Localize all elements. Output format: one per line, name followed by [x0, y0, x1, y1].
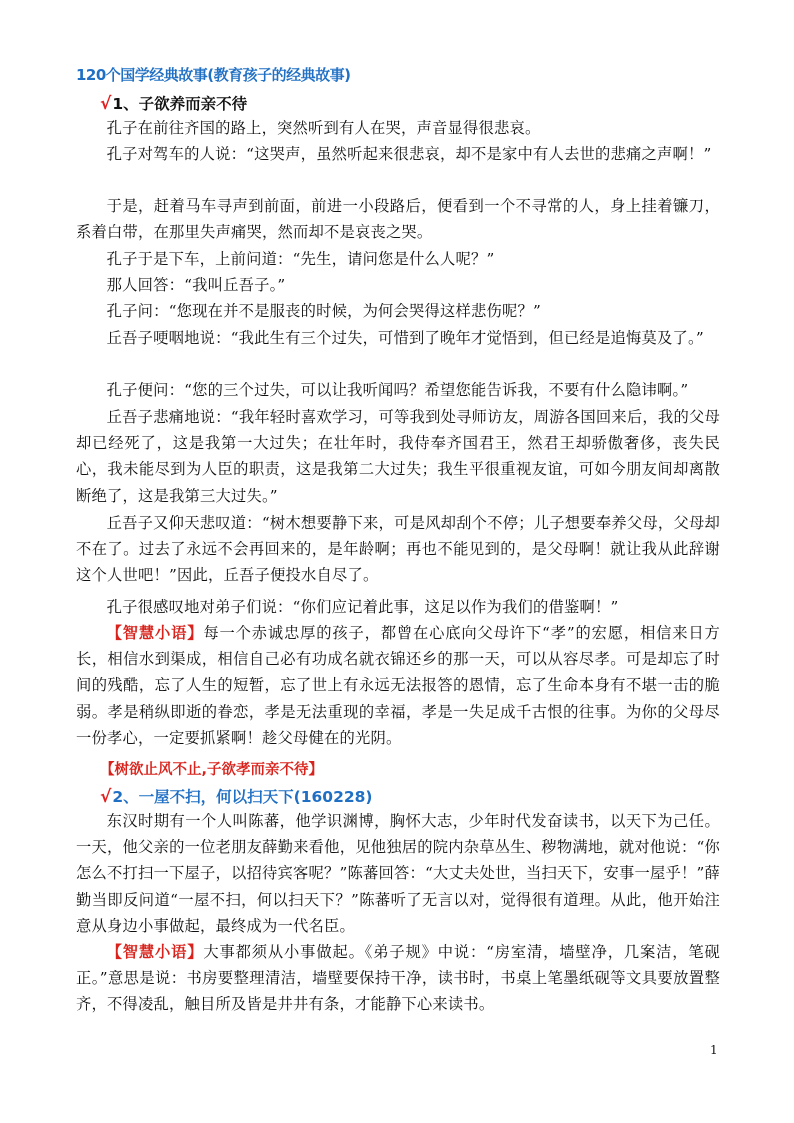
story2-heading — [100, 785, 373, 807]
story2-wisdom-text: 大事都须从小事做起。《弟子规》中说：“房室清，墙壁净，几案洁，笔砚正。”意思是说：书房要整理清洁，墙壁要保持干净，读书时，书桌上笔墨纸砚等文具要放置整齐，不得凌乱，触目所及皆是井井有条，才能静下心来读书。 — [76, 943, 720, 1014]
story1-paragraph-3: 于是，赶着马车寻声到前面，前进一小段路后，便看到一个不寻常的人，身上挂着镰刀，系着白带，在那里失声痛哭，然而却不是哀丧之哭。 — [76, 197, 720, 242]
story1-paragraph-2: 孔子对驾车的人说：“这哭声，虽然听起来很悲哀，却不是家中有人去世的悲痛之声啊！” — [106, 145, 712, 163]
story1-wisdom-label: 【智慧小语】 — [106, 624, 204, 642]
document-title: 120个国学经典故事(教育孩子的经典故事) — [76, 66, 351, 84]
story1-paragraph-10: 丘吾子又仰天悲叹道：“树木想要静下来，可是风却刮个不停；儿子想要奉养父母，父母却不在了。过去了永远不会再回来的，是年龄啊；再也不能见到的，是父母啊！就让我从此辞谢这个人世吧！”因此，丘吾子便投水自尽了。 — [76, 514, 720, 585]
story1-wisdom — [76, 620, 720, 751]
story1-heading — [100, 92, 247, 114]
story1-paragraph-11: 孔子很感叹地对弟子们说：“你们应记着此事，这足以作为我们的借鉴啊！” — [106, 598, 619, 616]
check-mark-icon: √ — [100, 787, 112, 807]
story1-paragraph-6: 孔子问：“您现在并不是服丧的时候，为何会哭得这样悲伤呢？” — [106, 302, 542, 320]
story1-paragraph-8: 孔子便问：“您的三个过失，可以让我听闻吗？希望您能告诉我，不要有什么隐讳啊。” — [106, 381, 689, 399]
story1-paragraph-7: 丘吾子哽咽地说：“我此生有三个过失，可惜到了晚年才觉悟到，但已经是追悔莫及了。” — [106, 329, 704, 347]
story2-wisdom-label: 【智慧小语】 — [106, 943, 204, 961]
story2-heading-text: 2、一屋不扫，何以扫天下(160228) — [112, 788, 373, 806]
page-number: 1 — [710, 1043, 718, 1057]
story1-heading-text: 1、子欲养而亲不待 — [112, 95, 248, 113]
story2-paragraph: 东汉时期有一个人叫陈蕃，他学识渊博，胸怀大志，少年时代发奋读书，以天下为己任。一天，他父亲的一位老朋友薛勤来看他，见他独居的院内杂草丛生、秽物满地，就对他说：“你怎么不打扫一下屋子，以招待宾客呢？”陈蕃回答：“大丈夫处世，当扫天下，安事一屋乎！”薛勤当即反问道“一屋不扫，何以扫天下？”陈蕃听了无言以对，觉得很有道理。从此，他开始注意从身边小事做起，最终成为一代名臣。 — [76, 812, 720, 935]
story1-wisdom-text: 每一个赤诚忠厚的孩子，都曾在心底向父母许下“孝”的宏愿，相信来日方长，相信水到渠成，相信自己必有功成名就衣锦还乡的那一天，可以从容尽孝。可是却忘了时间的残酷，忘了人生的短暂，忘了世上有永远无法报答的恩情，忘了生命本身有不堪一击的脆弱。孝是稍纵即逝的眷恋，孝是无法重现的幸福，孝是一失足成千古恨的往事。为你的父母尽一份孝心，一定要抓紧啊！趁父母健在的光阴。 — [76, 624, 721, 747]
story1-paragraph-9: 丘吾子悲痛地说：“我年轻时喜欢学习，可等我到处寻师访友，周游各国回来后，我的父母却已经死了，这是我第一大过失；在壮年时，我侍奉齐国君王，然君王却骄傲奢侈，丧失民心，我未能尽到为人臣的职责，这是我第二大过失；我生平很重视友谊，可如今朋友间却离散断绝了，这是我第三大过失。” — [76, 408, 720, 505]
story1-paragraph-4: 孔子于是下车，上前问道：“先生，请问您是什么人呢？” — [106, 250, 495, 268]
story1-motto: 【树欲止风不止,子欲孝而亲不待】 — [100, 762, 324, 778]
story2-wisdom — [76, 939, 720, 1018]
story1-paragraph-1: 孔子在前往齐国的路上，突然听到有人在哭，声音显得很悲哀。 — [106, 119, 541, 137]
story1-paragraph-5: 那人回答：“我叫丘吾子。” — [106, 276, 286, 294]
check-mark-icon: √ — [100, 94, 112, 114]
